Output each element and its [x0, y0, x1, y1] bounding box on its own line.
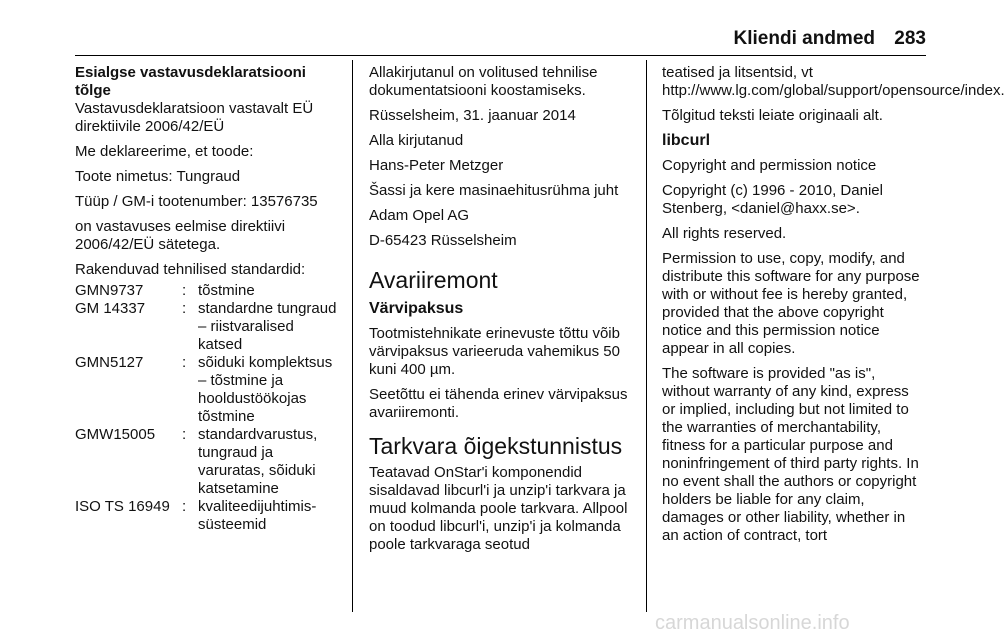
subsection-heading-paint-thickness: Värvipaksus [369, 300, 464, 317]
column-divider-left [352, 60, 353, 612]
standards-table [75, 282, 340, 534]
column-left [75, 64, 340, 534]
standard-description: sõiduki komplektsus – tõstmine ja hooldustöökojas tõstmine [198, 354, 333, 425]
signatory-name: Hans-Peter Metzger [369, 157, 504, 174]
product-type: Tüüp / GM-i tootenumber: 13576735 [75, 193, 318, 210]
standard-code: GMN5127 [75, 354, 144, 371]
page-number: 283 [894, 28, 926, 49]
declaration-paragraph: on vastavuses eelmise direktiivi 2006/42/EÜ sätetega. [75, 218, 286, 253]
subsection-heading-libcurl: libcurl [662, 132, 711, 149]
declaration-paragraph: Vastavusdeklaratsioon vastavalt EÜ direktiivile 2006/42/EÜ [75, 100, 314, 135]
header-rule [75, 55, 926, 56]
standard-separator: : [182, 282, 187, 299]
standard-separator: : [182, 354, 187, 371]
declaration-heading: Esialgse vastavusdeklaratsiooni tõlge [75, 64, 306, 99]
table-row [75, 300, 340, 354]
page-header-title: Kliendi andmed [733, 28, 875, 49]
standard-description: kvaliteedijuhtimis-süsteemid [198, 498, 317, 533]
body-paragraph: Seetõttu ei tähenda erinev värvipaksus avariiremonti. [369, 386, 628, 421]
body-paragraph: Tootmistehnikate erinevuste tõttu võib värvipaksus varieeruda vahemikus 50 kuni 400 µm. [369, 325, 620, 378]
watermark: carmanualsonline.info [655, 612, 850, 634]
standard-separator: : [182, 426, 187, 443]
table-row [75, 282, 340, 300]
license-paragraph: The software is provided "as is", without warranty of any kind, express or implied, including but not limited to the warranties of merchantability, fitness for a particular purpose and noninfringement of third party rights. In no event shall the authors or copyright holders be liable for any claim, damages or other liability, whether in an action of contract, tort [662, 365, 919, 544]
body-paragraph: Tõlgitud teksti leiate originaali alt. [662, 107, 883, 124]
signed-by-label: Alla kirjutanud [369, 132, 464, 149]
standard-code: ISO TS 16949 [75, 498, 170, 515]
section-heading-software-acknowledgement: Tarkvara õigekstunnistus [369, 433, 623, 459]
standard-description: tõstmine [198, 282, 255, 299]
table-row [75, 354, 340, 426]
section-heading-accident-repair: Avariiremont [369, 267, 498, 293]
company-address: D-65423 Rüsselsheim [369, 232, 517, 249]
signatory-paragraph: Allakirjutanul on volitused tehnilise dokumentatsiooni koostamiseks. [369, 64, 598, 99]
license-paragraph: Copyright and permission notice [662, 157, 877, 174]
license-paragraph: Permission to use, copy, modify, and distribute this software for any purpose with or without fee is hereby granted, provided that the above copyright notice and this permission notice appear in all copies. [662, 250, 920, 357]
signature-place-date: Rüsselsheim, 31. jaanuar 2014 [369, 107, 576, 124]
column-right [662, 64, 1005, 552]
signatory-title: Šassi ja kere masinaehitusrühma juht [369, 182, 619, 199]
column-middle [369, 64, 635, 561]
license-paragraph: All rights reserved. [662, 225, 787, 242]
standard-separator: : [182, 498, 187, 515]
product-name: Toote nimetus: Tungraud [75, 168, 241, 185]
standard-separator: : [182, 300, 187, 317]
standards-intro: Rakenduvad tehnilised standardid: [75, 261, 306, 278]
standard-description: standardne tungraud – riistvaralised katsed [198, 300, 337, 353]
standard-description: standardvarustus, tungraud ja varuratas, sõiduki katsetamine [198, 426, 318, 497]
company-name: Adam Opel AG [369, 207, 470, 224]
standard-code: GMW15005 [75, 426, 156, 443]
declaration-paragraph: Me deklareerime, et toode: [75, 143, 254, 160]
table-row [75, 498, 340, 534]
standard-code: GM 14337 [75, 300, 146, 317]
license-paragraph: Copyright (c) 1996 - 2010, Daniel Stenberg, <daniel@haxx.se>. [662, 182, 883, 217]
body-paragraph: Teatavad OnStar'i komponendid sisaldavad libcurl'i ja unzip'i tarkvara ja muud kolmanda poole tarkvara. Allpool on toodud libcurl'i, unzip'i ja kolmanda poole tarkvaraga seotud [369, 464, 628, 553]
column-divider-right [646, 60, 647, 612]
standard-code: GMN9737 [75, 282, 144, 299]
body-paragraph: teatised ja litsentsid, vt http://www.lg.com/global/support/opensource/index. [662, 64, 1005, 99]
table-row [75, 426, 340, 498]
